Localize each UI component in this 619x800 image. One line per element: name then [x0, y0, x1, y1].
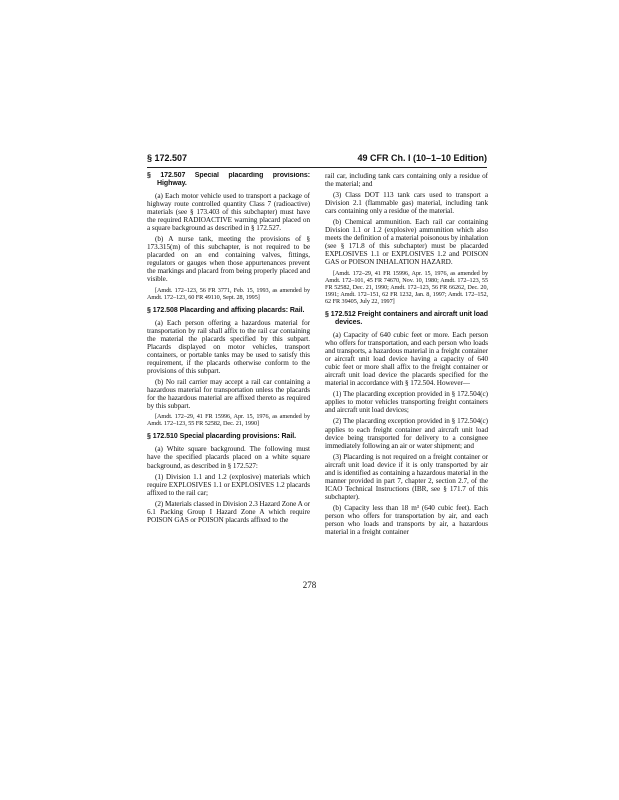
source-note: [Amdt. 172–29, 41 FR 15996, Apr. 15, 1976, as amended by Amdt. 172–123, 55 FR 52582, Dec. 21, 1990]: [147, 413, 310, 428]
right-column: [325, 172, 488, 772]
paragraph: (b) No rail carrier may accept a rail car containing a hazardous material for transportation unless the placards for the hazardous material are affixed thereto as required by this subpart.: [147, 378, 310, 411]
section-heading: § 172.508 Placarding and affixing placards: Rail.: [147, 306, 305, 314]
left-column: [147, 172, 310, 772]
section-heading: § 172.510 Special placarding provisions: Rail.: [147, 433, 297, 441]
paragraph: (3) Class DOT 113 tank cars used to transport a Division 2.1 (flammable gas) material, including tank cars containing only a residue of the material.: [325, 191, 488, 216]
source-note: [Amdt. 172–123, 56 FR 3771, Feb. 15, 1993, as amended by Amdt. 172–123, 60 FR 49110, Sept. 28, 1995]: [147, 286, 310, 301]
paragraph: (2) The placarding exception provided in § 172.504(c) applies to each freight container and aircraft unit load device being transported for delivery to a consignee immediately following an air or water shipment; and: [325, 417, 488, 450]
running-header: [147, 153, 487, 167]
section-heading: § 172.512 Freight containers and aircraft unit load devices.: [325, 310, 488, 326]
paragraph: (b) A nurse tank, meeting the provisions of § 173.315(m) of this subchapter, is not required to be placarded on an end containing valves, fittings, regulators or gauges when those appurtenances prevent the markings and placard from being properly placed and visible.: [147, 235, 310, 284]
paragraph: (2) Materials classed in Division 2.3 Hazard Zone A or 6.1 Packing Group I Hazard Zone A which require POISON GAS or POISON placards affixed to the: [147, 499, 310, 524]
paragraph: (a) Each motor vehicle used to transport a package of highway route controlled quantity Class 7 (radioactive) materials (see § 173.403 of this subchapter) must have the required RADIOACTIVE warning placard placed on a square background as described in § 172.527.: [147, 192, 310, 233]
paragraph: (1) The placarding exception provided in § 172.504(c) applies to motor vehicles transporting freight containers and aircraft unit load devices;: [325, 390, 488, 415]
paragraph: (a) White square background. The following must have the specified placards placed on a white square background, as described in § 172.527:: [147, 445, 310, 470]
source-note: [Amdt. 172–29, 41 FR 15996, Apr. 15, 1976, as amended by Amdt. 172–101, 45 FR 74670, Nov. 10, 1980; Amdt. 172–123, 55 FR 52582, Dec. 21, 1990; Amdt. 172–123, 56 FR 66262, Dec. 20, 1991; Amdt. 172–151, 62 FR 1232, Jan. 8, 1997; Amdt. 172–152, 62 FR 39405, July 22, 1997]: [325, 269, 488, 305]
header-section-number: § 172.507: [147, 153, 188, 163]
paragraph: (3) Placarding is not required on a freight container or aircraft unit load device if it is only transported by air and is identified as containing a hazardous material in the manner provided in part 7, chapter 2, section 2.7, of the ICAO Technical Instructions (IBR, see § 171.7 of this subchapter).: [325, 452, 488, 501]
header-title: 49 CFR Ch. I (10–1–10 Edition): [357, 153, 487, 163]
page-number: 278: [302, 580, 317, 590]
section-heading: § 172.507 Special placarding provisions: Highway.: [147, 172, 310, 187]
paragraph: (b) Chemical ammunition. Each rail car containing Division 1.1 or 1.2 (explosive) ammunition which also meets the definition of a material poisonous by inhalation (see § 171.8 of this subchapter) must be placarded EXPLOSIVES 1.1 or EXPLOSIVES 1.2 and POISON GAS or POISON INHALATION HAZARD.: [325, 218, 488, 267]
paragraph: (a) Each person offering a hazardous material for transportation by rail shall affix to the rail car containing the material the placards specified by this subpart. Placards displayed on motor vehicles, transport containers, or portable tanks may be used to satisfy this requirement, if the placards otherwise conform to the provisions of this subpart.: [147, 318, 310, 375]
paragraph: (b) Capacity less than 18 m³ (640 cubic feet). Each person who offers for transportation by air, and each person who loads and transports by air, a hazardous material in a freight container: [325, 503, 488, 537]
paragraph: (1) Division 1.1 and 1.2 (explosive) materials which require EXPLOSIVES 1.1 or EXPLOSIVES 1.2 placards affixed to the rail car;: [147, 472, 310, 497]
paragraph-continued: rail car, including tank cars containing only a residue of the material; and: [325, 172, 488, 189]
header-rule: [147, 167, 487, 168]
paragraph: (a) Capacity of 640 cubic feet or more. Each person who offers for transportation, and each person who loads and transports, a hazardous material in a freight container or aircraft unit load device having a capacity of 640 cubic feet or more shall affix to the freight container or aircraft unit load device the placards specified for the material in accordance with § 172.504. However—: [325, 330, 488, 388]
